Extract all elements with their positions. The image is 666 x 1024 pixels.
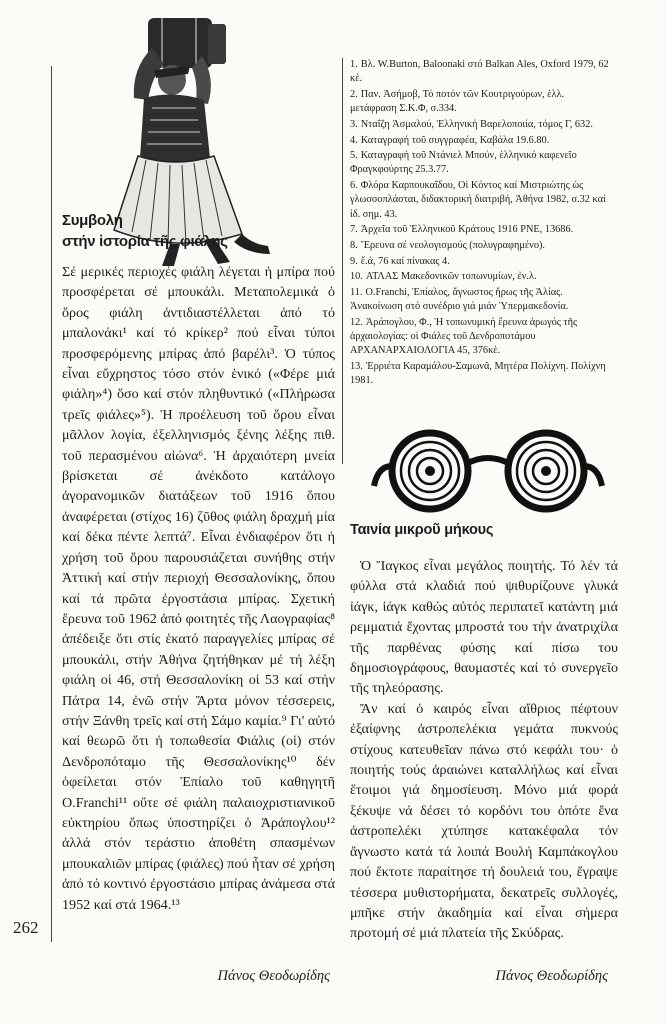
caption-line-2: στήν ἱστορία τῆς φιάλης (62, 233, 228, 250)
footnote-item (350, 239, 612, 253)
footnote-text: Φλόρα Καρπουκαΐδου, Οἱ Κόντος καί Μιστριώτης ὡς γλωσσοπλάσται, διδακτορική διατριβή, Ἀθήνα 1982, σ.32 καί ἰδ. σημ. 43. (350, 180, 606, 220)
footnote-item (350, 286, 612, 314)
footnote-item (350, 255, 612, 269)
footnote-text: Καταγραφή τοῦ Ντάνιελ Μπούν, ἑλληνικό καφενεῖο Φραγκφούρτης 25.3.77. (350, 150, 577, 176)
footnote-number: 12. (350, 316, 363, 328)
footnote-item (350, 134, 612, 148)
footnote-item (350, 360, 612, 388)
footnote-number: 5. (350, 150, 358, 162)
footnote-item (350, 58, 612, 86)
footnote-number: 10. (350, 271, 363, 283)
footnote-item (350, 88, 612, 116)
footnote-number: 2. (350, 88, 358, 100)
footnote-item (350, 149, 612, 177)
article-paragraph: Ἄν καί ὁ καιρός εἶναι αἴθριος πέφτουν ἐξαίφνης ἀστροπελέκια γεμάτα πυκνούς στίχους κατευθεῖαν πάνω στό κεφάλι του· ὁ ποιητής τούς ἀραιώνει καταλλήλως καί εἶναι ἕτοιμοι γιά δημοσίευση. Μόνο μιά φορά ξέκυψε νά δέσει τό κορδόνι του ὁπότε ἕνα ἀστροπελέκι χτύπησε κατακέφαλα τόν ἄγνωστο κατά τά λοιπά Βουλή Καμπάκογλου πού ἔκτοτε παραίτησε τή δουλειά του, ἔγραψε τέσσερα μυθιστορήματα, δεκατρεῖς συλλογές, μπῆκε στήν ἀκαδημία καί εἶναι σήμερα προτομή σέ μιά πλατεία τῆς Σκύδρας. (350, 700, 618, 942)
footnote-text: Ἐρριέτα Καραμάλου-Σαμωνᾶ, Μητέρα Πολίχνη. Πολίχνη 1981. (350, 361, 606, 387)
right-lens-target-icon (508, 433, 584, 509)
article-signature: Πάνος Θεοδωρίδης (495, 968, 608, 984)
caption-line-1: Συμβολή (62, 212, 123, 229)
page-number: 262 (13, 918, 39, 937)
footnote-number: 7. (350, 224, 358, 236)
target-glasses-illustration (370, 426, 606, 516)
footnote-number: 11. (350, 287, 363, 299)
footnote-item (350, 179, 612, 222)
illustration-caption (62, 210, 262, 252)
footnote-number: 13. (350, 361, 363, 373)
footnote-item (350, 270, 612, 284)
left-column-rule (51, 66, 52, 942)
footnote-text: Καταγραφή τοῦ συγγραφέα, Καβάλα 19.6.80. (360, 134, 550, 146)
left-lens-target-icon (392, 433, 468, 509)
footnote-text: Νταΐζη Ἀσμαλού, Ἑλληνική Βαρελοποιία, τόμος Γ, 632. (360, 118, 593, 130)
footnote-text: ΑΤΛΑΣ Μακεδονικῶν τοπωνυμίων, ἐν.λ. (365, 271, 537, 283)
article-signature: Πάνος Θεοδωρίδης (217, 968, 330, 984)
footnote-number: 3. (350, 118, 358, 130)
footnote-text: ἔ.ἀ, 76 καί πίνακας 4. (360, 255, 450, 267)
footnotes-list (350, 58, 612, 390)
footnote-text: Βλ. W.Burton, Baloonaki στό Balkan Ales, Oxford 1979, 62 κἑ. (350, 59, 609, 85)
footnote-text: O.Franchi, Ἐπίαλος, ἄγνωστος ἥρως τῆς Ἀλίας. Ἀνακοίνωση στό συνέδριο γιά μιάν Ὑπερμακεδονία. (350, 287, 569, 313)
article-paragraph: Σέ μερικές περιοχές φιάλη λέγεται ἡ μπίρα πού προσφέρεται σέ μπουκάλι. Μεταπολεμικά ὁ ὅρος φιάλη ἀντιδιαστέλλεται ἀπό τό μπαλονάκι¹ καί τό κρίκερ² πού εἶναι τύποι προσφερόμενης μπίρας ἀπό βαρέλι³. Ὁ τύπος εἶναι εὔχρηστος τόσο στόν ἑνικό («Φέρε μιά φιάλη»⁴) ὅσο καί στόν πληθυντικό («Πλήρωσα τρεῖς φιάλες»⁵). Ἡ προέλευση τοῦ ὅρου εἶναι μᾶλλον λογία, ἐξελληνισμός ξένης λέξης πιθ. τοῦ περασμένου αἰώνα⁶. Ἡ ἀρχαιότερη μνεία βρίσκεται σέ ἀνέκδοτο κατάλογο ἀγορανομικῶν διατάξεων τοῦ 1916 ὅπου ἀναφέρεται (στίχος 16) ζῦθος φιάλη δραχμή μία καί δέκα πέντε λεπτά⁷. Εἶναι ἐνδιαφέρον ὅτι ἡ χρήση τοῦ ὅρου παρουσιάζεται συνήθης στήν Ἀττική καί στήν περιοχή Θεσσαλονίκης, ὅπου καί τά πρῶτα ἐργοστάσια μπίρας. Σχετική ἔρευνα τοῦ 1962 ἀπό φοιτητές τῆς Λαογραφίας⁸ ἀπέδειξε ὅτι στίς ἑκατό παραγγελίες μπίρας σέ μπουκάλι, στήν Ἀθήνα ζητήθηκαν μέ τή λέξη φιάλη οἱ 46, στή Θεσσαλονίκη οἱ 53 καί στήν Πάτρα 14, ἐνῶ στήν Ἄρτα μόνον τέσσερεις, στήν Ξάνθη τρεῖς καί στή Σάμο καμία.⁹ Γι' αὐτό καί θεωρῶ ὅτι ἡ τοπωθεσία Φιάλις (οἱ) στόν Δενδροπόταμο τῆς Θεσσαλονίκης¹⁰ δέν ὀφείλεται στόν Ἐπίαλο τοῦ καθηγητῆ O.Franchi¹¹ οὔτε σέ φιάλη παλαιοχριστιανικοῦ εὐκτηρίου ὅπως ὑποστηρίζει ὁ Ἀράπογλου¹² ἀλλά στόν τεράστιο ἀποθέτη σπασμένων μπουκαλιῶν μπίρας (φιάλες) πού ἦταν σέ χρήση ἀπό τό κοντινό ἐργοστάσιο μπίρας ἀνάμεσα στά 1952 καί στά 1964.¹³ (62, 264, 335, 913)
right-column-rule (342, 58, 343, 464)
footnote-text: Ἀρχεῖα τοῦ Ἑλληνικοῦ Κράτους 1916 PNE, 13686. (360, 224, 574, 236)
footnote-text: Ἔρευνα σέ νεολογισμούς (πολυγραφημένο). (360, 239, 545, 251)
footnote-item (350, 118, 612, 132)
footnote-number: 9. (350, 255, 358, 267)
footnote-number: 1. (350, 59, 358, 70)
footnote-number: 4. (350, 134, 358, 146)
footnote-text: Παν. Ἀσήμοβ, Τό ποτόν τῶν Κουτριγούρων, ἑλλ. μετάφραση Σ.Κ.Φ, σ.334. (350, 88, 565, 115)
footnote-text: Ἀράπογλου, Φ., Ἡ τοπωνυμική ἔρευνα ἀρωγός τῆς ἀρχαιολογίας: οἱ Φιάλες τοῦ Δενδροποτάμου ΑΡΧΑΝΑΡΧΑΙΟΛΟΓΙΑ 45, 376κἑ. (350, 316, 578, 357)
article-paragraph: Ὁ Ἴαγκος εἶναι μεγάλος ποιητής. Τό λέν τά φύλλα στά κλαδιά πού ψιθυρίζουνε γλυκά ἰάγκ, ἰάγκ καθώς αὐτός περιπατεῖ κατάντη μιά ρεμματιά ἔχοντας μπροστά του τήν ἀνατριχίλα τῆς παρθένας φύσης καί πίσω του δημοσιογράφους, θαυμαστές καί τό συνεργεῖο τῆς τηλεόρασης. (350, 558, 618, 697)
article-bottle-history (62, 262, 335, 915)
article-title: Ταινία μικροῦ μήκους (350, 522, 494, 538)
article-short-film (350, 556, 618, 944)
footnote-number: 8. (350, 239, 358, 251)
footnote-item (350, 316, 612, 359)
footnote-number: 6. (350, 180, 358, 192)
footnote-item (350, 223, 612, 237)
